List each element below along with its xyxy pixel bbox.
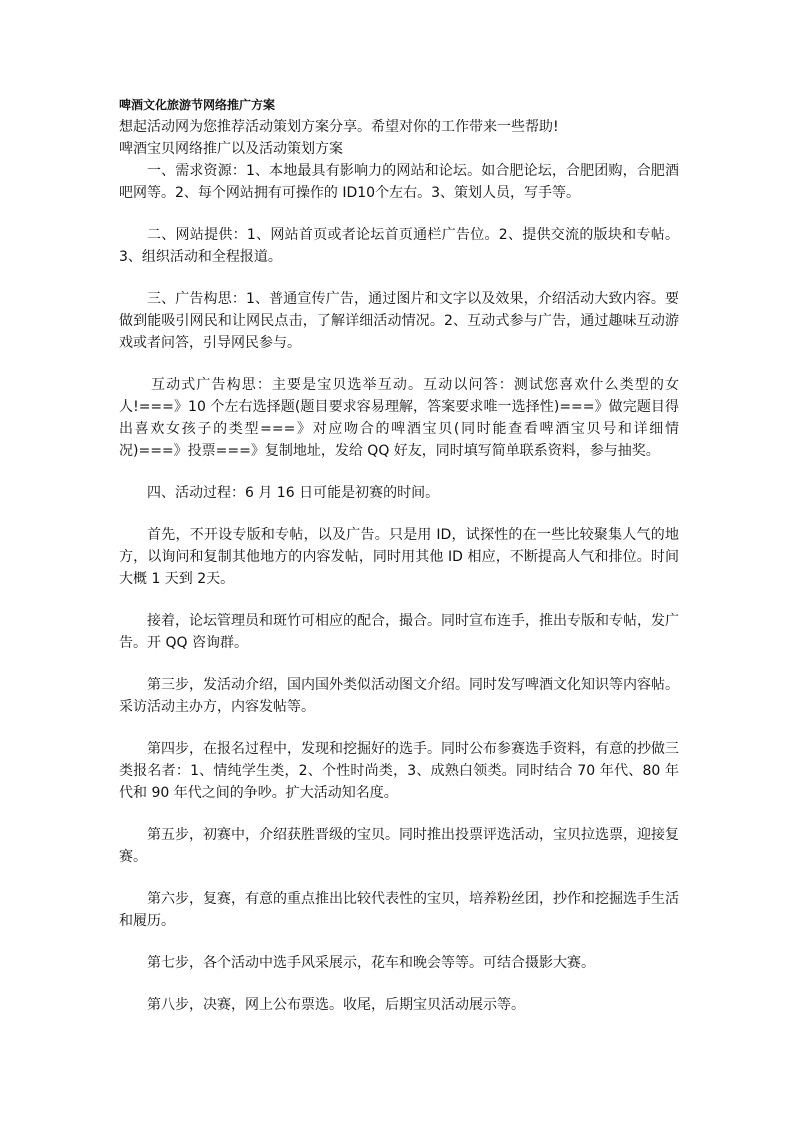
- paragraph-website: 二、网站提供：1、网站首页或者论坛首页通栏广告位。2、提供交流的版块和专帖。3、组织活动和全程报道。: [119, 227, 679, 265]
- paragraph-interactive-ad: 互动式广告构思：主要是宝贝选举互动。互动以问答：测试您喜欢什么类型的女人!===》10 个左右选择题(题目要求容易理解，答案要求唯一选择性)===》做完题目得出喜欢女孩子的类型===》对应吻合的啤酒宝贝(同时能查看啤酒宝贝号和详细情况)===》投票===》复制地址，发给 QQ 好友，同时填写简单联系资料，参与抽奖。: [119, 377, 679, 459]
- paragraph-step-5: 第五步，初赛中，介绍获胜晋级的宝贝。同时推出投票评选活动，宝贝拉选票，迎接复赛。: [119, 827, 679, 865]
- paragraph-step-8: 第八步，决赛，网上公布票选。收尾，后期宝贝活动展示等。: [147, 997, 525, 1013]
- paragraph-process: 四、活动过程：6 月 16 日可能是初赛的时间。: [147, 485, 440, 501]
- document-title: 啤酒文化旅游节网络推广方案: [119, 98, 276, 112]
- paragraph-step-4: 第四步，在报名过程中，发现和挖掘好的选手。同时公布参赛选手资料，有意的抄做三类报名者：1、情纯学生类，2、个性时尚类，3、成熟白领类。同时结合 70 年代、80 年代和 90 年代之间的争吵。扩大活动知名度。: [119, 741, 679, 801]
- paragraph-step-first: 首先，不开设专版和专帖，以及广告。只是用 ID，试探性的在一些比较聚集人气的地方，以询问和复制其他地方的内容发帖，同时用其他 ID 相应，不断提高人气和排位。时间大概 1 天到 2天。: [119, 527, 679, 587]
- paragraph-needs: 一、需求资源：1、本地最具有影响力的网站和论坛。如合肥论坛，合肥团购，合肥酒吧网等。2、每个网站拥有可操作的 ID10个左右。3、策划人员，写手等。: [119, 163, 679, 201]
- paragraph-step-3: 第三步，发活动介绍，国内国外类似活动图文介绍。同时发写啤酒文化知识等内容帖。采访活动主办方，内容发帖等。: [119, 677, 679, 715]
- intro-line: 想起活动网为您推荐活动策划方案分享。希望对你的工作带来一些帮助!: [119, 119, 559, 135]
- paragraph-step-next: 接着，论坛管理员和斑竹可相应的配合，撮合。同时宣布连手，推出专版和专帖，发广告。开 QQ 咨询群。: [119, 613, 679, 651]
- paragraph-ad-concept: 三、广告构思：1、普通宣传广告，通过图片和文字以及效果，介绍活动大致内容。要做到能吸引网民和让网民点击，了解详细活动情况。2、互动式参与广告，通过趣味互动游戏或者问答，引导网民参与。: [119, 291, 679, 351]
- paragraph-step-7: 第七步，各个活动中选手风采展示，花车和晚会等等。可结合摄影大赛。: [147, 955, 595, 971]
- document-body: [119, 96, 679, 1036]
- paragraph-step-6: 第六步，复赛，有意的重点推出比较代表性的宝贝，培养粉丝团，抄作和挖掘选手生活和履历。: [119, 891, 679, 929]
- document-subtitle: 啤酒宝贝网络推广以及活动策划方案: [119, 141, 343, 157]
